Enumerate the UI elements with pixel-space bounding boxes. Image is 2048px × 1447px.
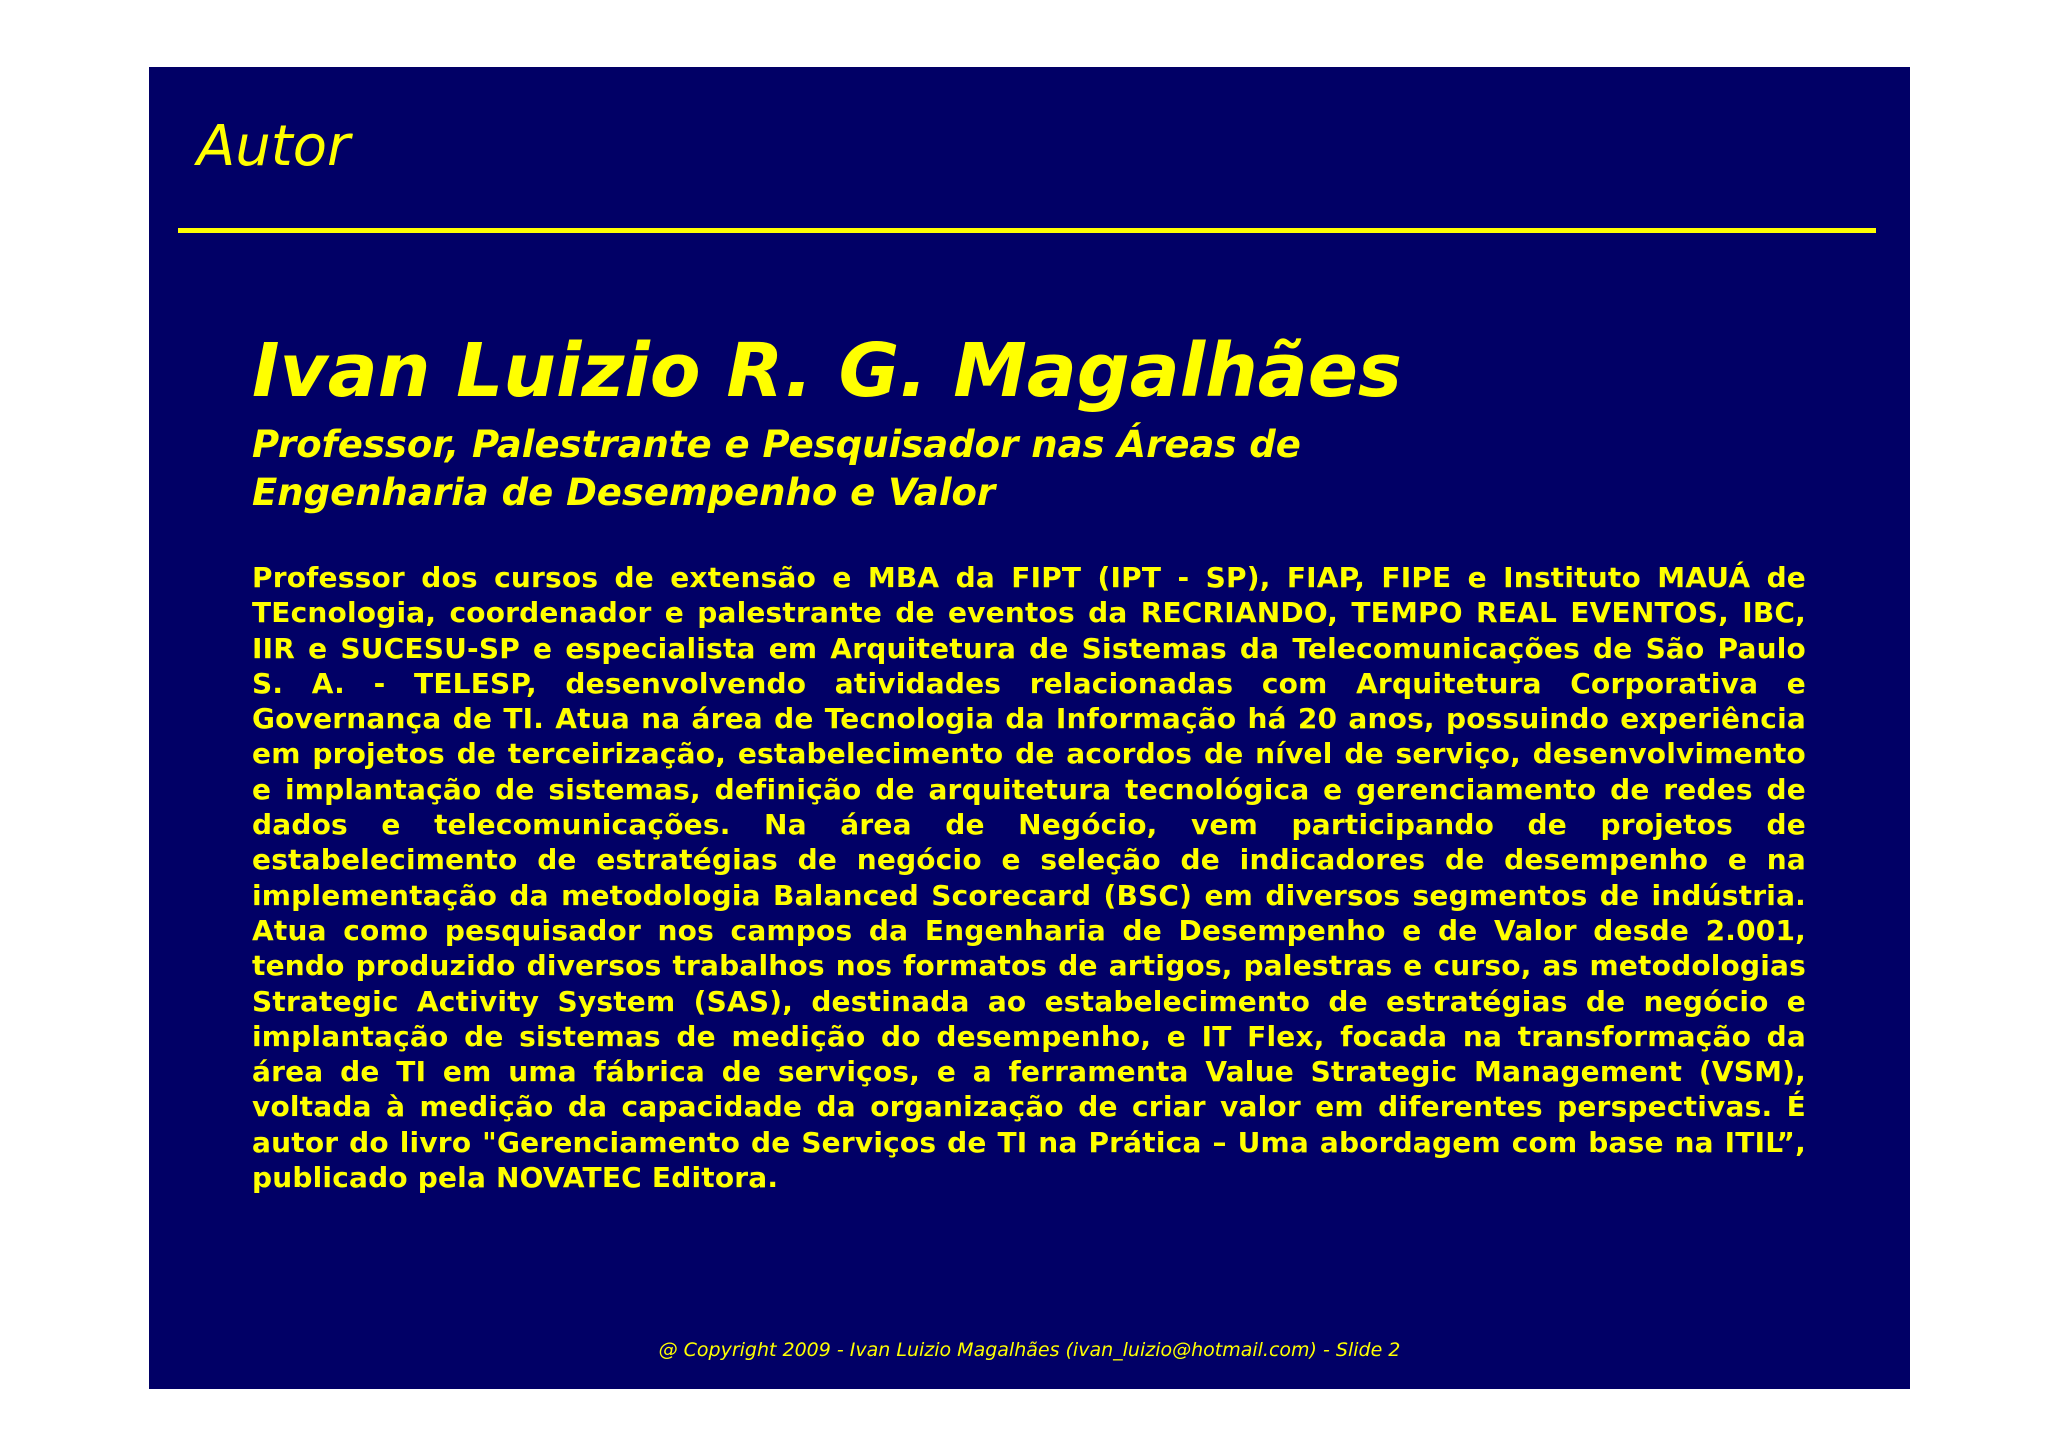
slide <box>149 67 1910 1389</box>
slide-title: Autor <box>197 114 351 179</box>
copyright-footer: @ Copyright 2009 - Ivan Luizio Magalhães (ivan_luizio@hotmail.com) - Slide 2 <box>658 1339 1401 1361</box>
author-role <box>252 421 1301 517</box>
author-name: Ivan Luizio R. G. Magalhães <box>252 328 1402 414</box>
author-role-line-2: Engenharia de Desempenho e Valor <box>252 471 996 514</box>
title-divider <box>178 228 1876 233</box>
author-role-line-1: Professor, Palestrante e Pesquisador nas Áreas de <box>252 423 1301 466</box>
author-bio: Professor dos cursos de extensão e MBA da FIPT (IPT - SP), FIAP, FIPE e Instituto MAUÁ de TEcnologia, coordenador e palestrante de eventos da RECRIANDO, TEMPO REAL EVENTOS, IBC, IIR e SUCESU-SP e especialista em Arquitetura de Sistemas da Telecomunicações de São Paulo S. A. - TELESP, desenvolvendo atividades relacionadas com Arquitetura Corporativa e Governança de TI. Atua na área de Tecnologia da Informação há 20 anos, possuindo experiência em projetos de terceirização, estabelecimento de acordos de nível de serviço, desenvolvimento e implantação de sistemas, definição de arquitetura tecnológica e gerenciamento de redes de dados e telecomunicações. Na área de Negócio, vem participando de projetos de estabelecimento de estratégias de negócio e seleção de indicadores de desempenho e na implementação da metodologia Balanced Scorecard (BSC) em diversos segmentos de indústria. Atua como pesquisador nos campos da Engenharia de Desempenho e de Valor desde 2.001, tendo produzido diversos trabalhos nos formatos de artigos, palestras e curso, as metodologias Strategic Activity System (SAS), destinada ao estabelecimento de estratégias de negócio e implantação de sistemas de medição do desempenho, e IT Flex, focada na transformação da área de TI em uma fábrica de serviços, e a ferramenta Value Strategic Management (VSM), voltada à medição da capacidade da organização de criar valor em diferentes perspectivas. É autor do livro "Gerenciamento de Serviços de TI na Prática – Uma abordagem com base na ITIL”, publicado pela NOVATEC Editora. <box>252 561 1806 1195</box>
